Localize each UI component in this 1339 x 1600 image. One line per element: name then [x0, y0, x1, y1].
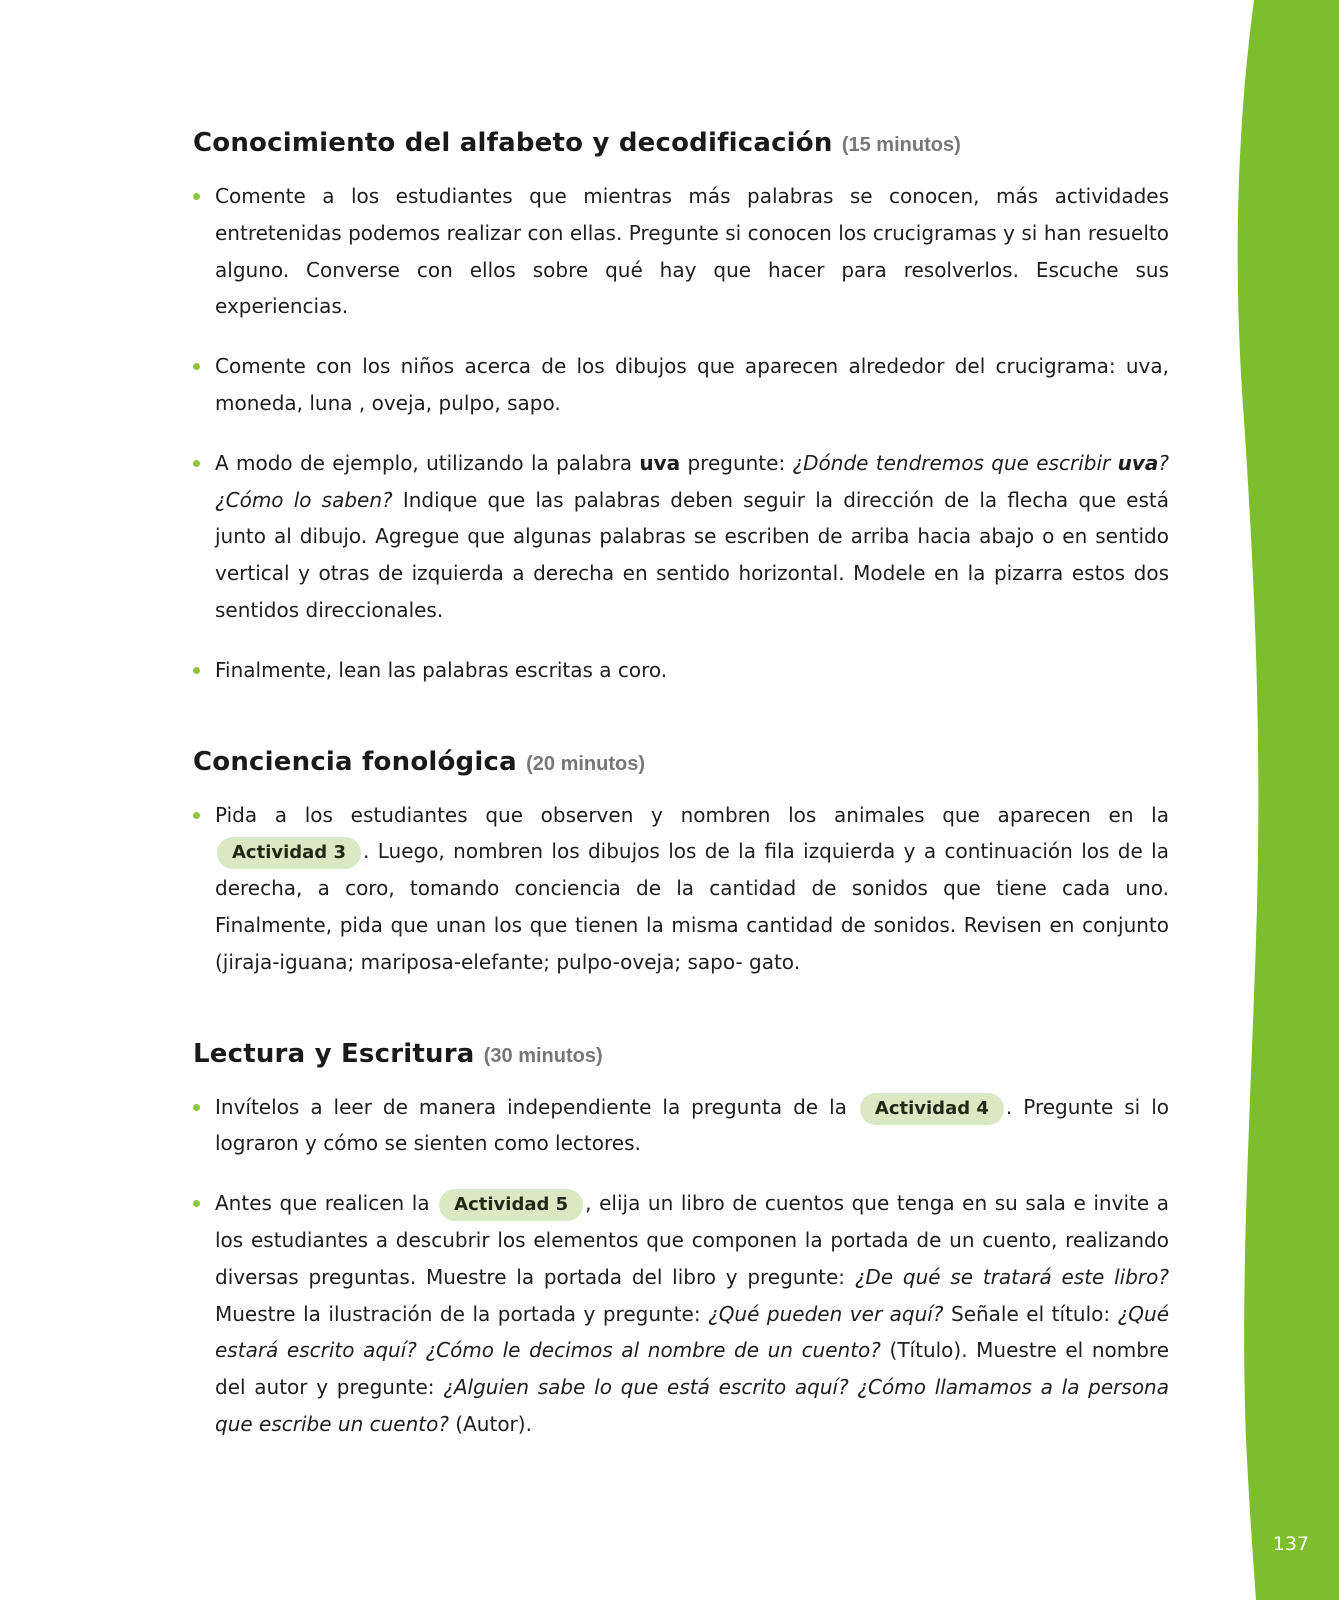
item-text: Invítelos a leer de manera independiente la pregunta de la — [215, 1094, 858, 1119]
item-text: Comente a los estudiantes que mientras más palabras se conocen, más actividades entretenidas podemos realizar con ellas. Pregunte si conocen los crucigramas y si han resuelto alguno. Converse con ellos sobre qué hay que hacer para resolverlos. Escuche sus experiencias. — [215, 184, 1169, 319]
italic-question: ¿De qué se tratará este libro? — [854, 1264, 1169, 1289]
green-side-band — [1236, 0, 1339, 1600]
section-heading — [193, 128, 1169, 158]
bullet-list — [193, 178, 1169, 689]
bold-italic-word: uva — [1117, 450, 1159, 475]
activity-tag: Actividad 4 — [860, 1093, 1004, 1125]
item-text: , elija un libro de cuentos que tenga en su sala e invite a los estudiantes a descubrir los elementos que componen la portada de un cuento, realizando diversas preguntas. Muestre la portada del libro y pregunte: — [215, 1191, 1169, 1289]
item-text: Indique que las palabras deben seguir la dirección de la flecha que está junto al dibujo. Agregue que algunas palabras se escriben de arriba hacia abajo o en sentido vertical y otras de izquierda a derecha en sentido horizontal. Modele en la pizarra estos dos sentidos direccionales. — [215, 487, 1170, 622]
italic-question: ¿Alguien sabe lo que está escrito aquí? ¿Cómo llamamos a la persona que escribe un cuento? — [215, 1375, 1169, 1436]
bullet-list — [193, 797, 1169, 981]
section-alfabeto — [193, 128, 1169, 689]
italic-question: ¿Qué estará escrito aquí? ¿Cómo le decimos al nombre de un cuento? — [215, 1301, 1169, 1363]
item-text: Antes que realicen la — [215, 1191, 438, 1216]
item-text: Comente con los niños acerca de los dibujos que aparecen alrededor del crucigrama: uva, moneda, luna , oveja, pulpo, sapo. — [215, 354, 1169, 415]
page-number: 137 — [1272, 1533, 1309, 1555]
list-item — [193, 652, 1169, 689]
italic-question: ¿Dónde tendremos que escribir — [792, 450, 1118, 475]
item-text: Señale el título: — [943, 1301, 1118, 1326]
item-text: . Luego, nombren los dibujos los de la fila izquierda y a continuación los de la derecha, a coro, tomando conciencia de la cantidad de sonidos que tiene cada uno. Finalmente, pida que unan los que tienen la misma cantidad de sonidos. Revisen en conjunto (jiraja-iguana; mariposa-elefante; pulpo-oveja; sapo- gato. — [215, 839, 1169, 974]
list-item — [193, 178, 1169, 325]
section-title: Conocimiento del alfabeto y decodificación — [193, 128, 833, 158]
section-duration: (30 minutos) — [483, 1044, 603, 1067]
section-title: Lectura y Escritura — [193, 1038, 475, 1069]
section-title: Conciencia fonológica — [193, 746, 517, 777]
item-text: Pida a los estudiantes que observen y nombren los animales que aparecen en la — [215, 802, 1169, 827]
list-item — [193, 797, 1169, 981]
section-duration: (20 minutos) — [526, 752, 646, 775]
item-text: A modo de ejemplo, utilizando la palabra — [215, 450, 640, 475]
list-item — [193, 348, 1169, 422]
page-content — [193, 128, 1169, 1466]
italic-question: ¿Qué pueden ver aquí? — [708, 1301, 944, 1326]
item-text: (Título). Muestre el nombre del autor y pregunte: — [215, 1338, 1170, 1400]
bullet-list — [193, 1089, 1169, 1443]
list-item — [193, 445, 1169, 629]
bold-word: uva — [639, 450, 681, 475]
activity-tag: Actividad 3 — [217, 837, 361, 869]
item-text: pregunte: — [680, 450, 793, 475]
item-text: Finalmente, lean las palabras escritas a coro. — [215, 657, 668, 682]
list-item — [193, 1089, 1169, 1163]
section-duration: (15 minutos) — [841, 134, 961, 156]
section-heading — [193, 747, 1169, 777]
item-text: . Pregunte si lo lograron y cómo se sienten como lectores. — [215, 1094, 1169, 1156]
section-heading — [193, 1039, 1169, 1069]
list-item — [193, 1185, 1169, 1443]
section-fonologica — [193, 747, 1169, 981]
item-text: (Autor). — [448, 1411, 532, 1436]
section-lectura-escritura — [193, 1039, 1169, 1443]
activity-tag: Actividad 5 — [439, 1189, 583, 1221]
italic-question: ? ¿Cómo lo saben? — [215, 450, 1169, 512]
item-text: Muestre la ilustración de la portada y pregunte: — [215, 1301, 709, 1326]
